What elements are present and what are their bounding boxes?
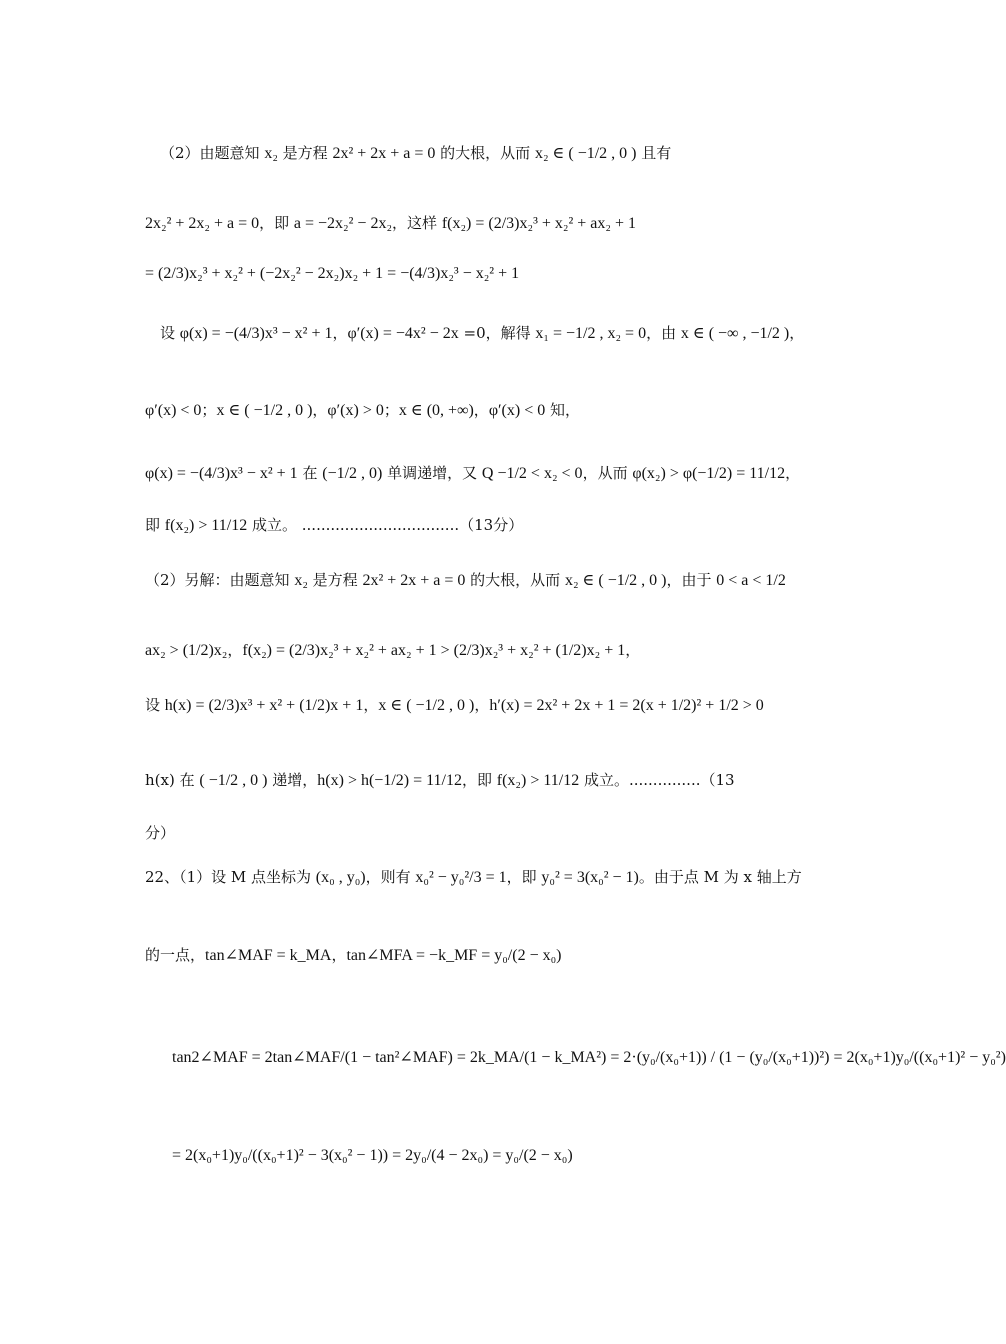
math-expression: x ∈ ( −1/2 , 0 ) <box>216 402 313 419</box>
math-expression: 2x₂² + 2x₂ + a = 0 <box>145 215 260 232</box>
math-expression: Q −1/2 < x₂ < 0 <box>481 465 583 482</box>
text-run: ， <box>332 324 348 342</box>
text-run: ，由 <box>646 324 681 342</box>
math-expression: ( −1/2 , 0 ) <box>199 772 268 789</box>
math-expression: f(x₂) = (2/3)x₂³ + x₂² + ax₂ + 1 <box>441 215 636 232</box>
math-expression: x₂ ∈ ( −1/2 , 0 ) <box>564 572 667 589</box>
line-9 <box>145 635 815 666</box>
math-expression: φ′(x) < 0 <box>145 402 202 419</box>
text-run: 是方程 <box>277 144 333 162</box>
math-expression: tan2∠MAF = 2tan∠MAF/(1 − tan²∠MAF) = 2k_MA/(1 − k_MA²) = 2·(y₀/(x₀+1)) / (1 − (y₀/(x₀+1))²) = 2(x₀+1)y₀/((x₀+1)² − y₀²) <box>172 1049 1006 1066</box>
line-6 <box>145 458 815 489</box>
text-run: （2）另解：由题意知 <box>145 571 295 589</box>
line-4 <box>160 318 830 349</box>
line-1 <box>160 138 830 169</box>
math-expression: φ(x₂) > φ(−1/2) = 11/12 <box>632 465 786 482</box>
text-run: 22、（1）设 M 点坐标为 <box>145 868 316 886</box>
text-run: ， <box>625 641 641 659</box>
text-run: （2）由题意知 <box>160 144 265 162</box>
text-run: 设 <box>160 324 180 342</box>
line-8 <box>145 565 815 596</box>
text-run: 成立。...............（13 <box>579 771 735 789</box>
text-run: ，这样 <box>392 214 442 232</box>
line-16 <box>172 1140 817 1171</box>
math-expression: 2x² + 2x + a = 0 <box>332 145 436 162</box>
text-run: ， <box>789 324 805 342</box>
text-run: ，即 <box>259 214 294 232</box>
math-expression: φ(x) = −(4/3)x³ − x² + 1 <box>145 465 298 482</box>
math-expression: a = −2x₂² − 2x₂ <box>293 215 393 232</box>
math-expression: x ∈ ( −∞ , −1/2 ) <box>680 325 790 342</box>
math-expression: f(x₂) = (2/3)x₂³ + x₂² + ax₂ + 1 > (2/3)x₂³ + x₂² + (1/2)x₂ + 1 <box>242 642 626 659</box>
text-run: ，由于 <box>666 571 717 589</box>
text-run: 分） <box>145 824 176 842</box>
math-expression: 0 < a < 1/2 <box>716 572 786 589</box>
math-expression: f(x₂) > 11/12 <box>496 772 580 789</box>
text-run: 递增， <box>267 771 318 789</box>
text-run: ， <box>331 946 347 964</box>
text-run: 在 <box>297 464 323 482</box>
text-run: ， <box>473 401 489 419</box>
math-expression: tan∠MFA = −k_MF = y₀/(2 − x₀) <box>346 947 562 964</box>
math-expression: x₂ ∈ ( −1/2 , 0 ) <box>534 145 637 162</box>
text-run: =0，解得 <box>458 324 536 342</box>
line-12 <box>145 818 815 848</box>
text-run: 单调递增，又 <box>382 464 482 482</box>
math-expression: x₁ = −1/2 , x₂ = 0 <box>535 325 647 342</box>
text-run: 的一点， <box>145 946 206 964</box>
text-run: 知， <box>545 401 581 419</box>
line-7 <box>145 510 815 541</box>
math-expression: φ(x) = −(4/3)x³ − x² + 1 <box>179 325 333 342</box>
text-run: ， <box>227 641 243 659</box>
text-run: 成立。 <box>247 516 297 534</box>
math-expression: h(x) = (2/3)x³ + x² + (1/2)x + 1 <box>164 697 364 714</box>
math-expression: = (2/3)x₂³ + x₂² + (−2x₂² − 2x₂)x₂ + 1 = −(4/3)x₂³ − x₂² + 1 <box>145 265 520 282</box>
text-run: ，即 <box>506 868 542 886</box>
text-run: ，从而 <box>582 464 633 482</box>
math-expression: tan∠MAF = k_MA <box>205 947 332 964</box>
line-2 <box>145 208 815 239</box>
math-expression: φ′(x) < 0 <box>488 402 546 419</box>
text-run: 是方程 <box>307 571 363 589</box>
text-run: 。由于点 M 为 x 轴上方 <box>638 868 802 886</box>
math-expression: (−1/2 , 0) <box>322 465 383 482</box>
math-expression: x₂ <box>264 145 278 162</box>
line-13 <box>145 862 815 893</box>
line-11 <box>145 765 815 796</box>
text-run: ，则有 <box>365 868 416 886</box>
math-expression: φ′(x) = −4x² − 2x <box>347 325 459 342</box>
text-run: ， <box>785 464 801 482</box>
math-expression: 2x² + 2x + a = 0 <box>362 572 466 589</box>
text-run: ； <box>201 401 217 419</box>
line-15 <box>172 1042 1006 1073</box>
math-expression: x₀² − y₀²/3 = 1 <box>415 869 507 886</box>
math-expression: h(x) > h(−1/2) = 11/12 <box>317 772 462 789</box>
math-expression: (x₀ , y₀) <box>315 869 366 886</box>
text-run: .................................（13分） <box>297 516 524 534</box>
text-run: ， <box>312 401 328 419</box>
math-expression: x₂ <box>294 572 308 589</box>
line-10 <box>145 690 815 721</box>
math-expression: φ′(x) > 0 <box>327 402 384 419</box>
text-run: ， <box>474 696 490 714</box>
text-run: 即 <box>145 516 165 534</box>
line-5 <box>145 395 815 426</box>
text-run: 设 <box>145 696 165 714</box>
math-expression: x ∈ (0, +∞) <box>398 402 474 419</box>
text-run: 的大根，从而 <box>465 571 565 589</box>
math-expression: h′(x) = 2x² + 2x + 1 = 2(x + 1/2)² + 1/2 > 0 <box>489 697 764 714</box>
math-expression: f(x₂) > 11/12 <box>164 517 248 534</box>
text-run: 的大根，从而 <box>435 144 535 162</box>
line-3 <box>145 258 815 289</box>
text-run: h(x) 在 <box>145 771 200 789</box>
math-expression: = 2(x₀+1)y₀/((x₀+1)² − 3(x₀² − 1)) = 2y₀/(4 − 2x₀) = y₀/(2 − x₀) <box>172 1147 573 1164</box>
math-expression: y₀² = 3(x₀² − 1) <box>541 869 639 886</box>
text-run: 且有 <box>636 144 672 162</box>
math-expression: ax₂ > (1/2)x₂ <box>145 642 228 659</box>
text-run: ， <box>363 696 379 714</box>
text-run: ，即 <box>461 771 497 789</box>
line-14 <box>145 940 815 971</box>
text-run: ； <box>383 401 399 419</box>
math-expression: x ∈ ( −1/2 , 0 ) <box>378 697 475 714</box>
